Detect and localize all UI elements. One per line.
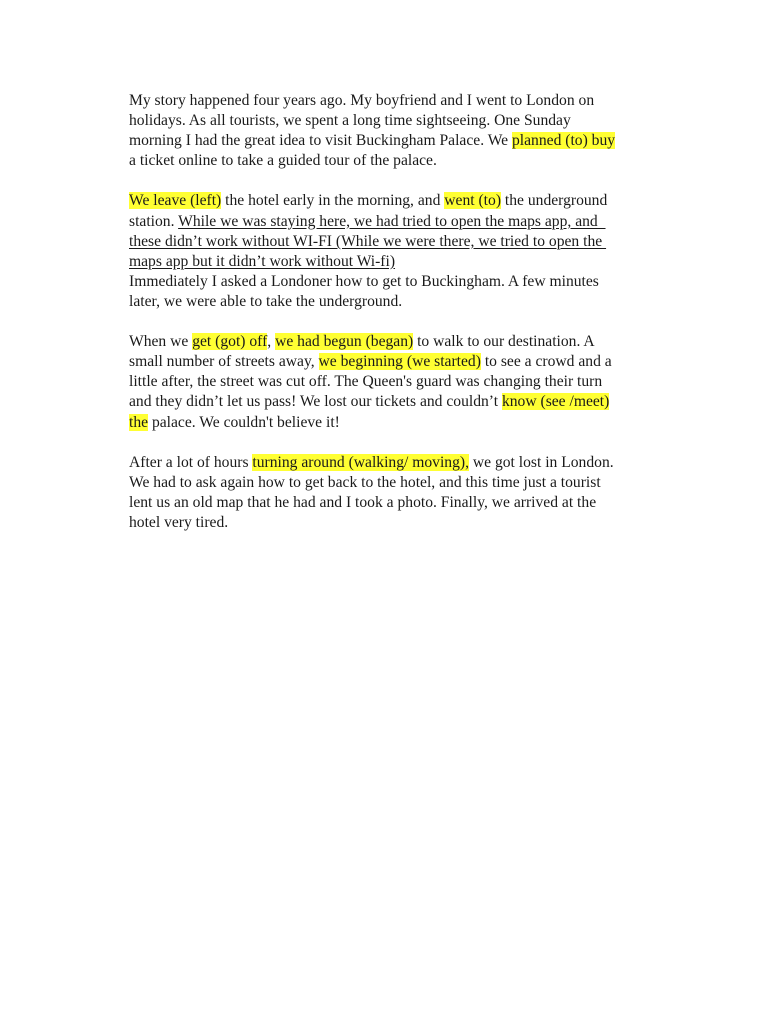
paragraph bbox=[129, 453, 669, 533]
text-line bbox=[129, 332, 669, 352]
paragraph-gap bbox=[129, 312, 669, 332]
text-line bbox=[129, 151, 669, 171]
text-run: later, we were able to take the underground. bbox=[129, 292, 403, 310]
text-line bbox=[129, 493, 669, 513]
text-run: palace. We couldn't believe it! bbox=[148, 413, 340, 431]
highlighted-correction: we had begun (began) bbox=[275, 333, 414, 351]
highlighted-correction: turning around (walking/ moving), bbox=[252, 453, 469, 471]
text-run: the underground bbox=[501, 192, 608, 210]
underlined-correction: maps app but it didn’t work without Wi-fi) bbox=[129, 252, 396, 270]
text-line bbox=[129, 212, 669, 232]
text-run: the hotel early in the morning, and bbox=[221, 192, 445, 210]
text-run: , bbox=[267, 333, 276, 351]
text-line bbox=[129, 272, 669, 292]
paragraph bbox=[129, 332, 669, 432]
text-line bbox=[129, 252, 669, 272]
text-run: morning I had the great idea to visit Buckingham Palace. We bbox=[129, 132, 512, 150]
text-run: After a lot of hours bbox=[129, 453, 253, 471]
text-line bbox=[129, 473, 669, 493]
text-run: we got lost in London. bbox=[468, 453, 614, 471]
text-run: a ticket online to take a guided tour of the palace. bbox=[129, 152, 437, 170]
text-run: small number of streets away, bbox=[129, 353, 319, 371]
highlighted-correction: know (see /meet) bbox=[501, 393, 610, 411]
text-line bbox=[129, 453, 669, 473]
text-line bbox=[129, 413, 669, 433]
text-run: Immediately I asked a Londoner how to get to Buckingham. A few minutes bbox=[129, 272, 599, 290]
text-run: When we bbox=[129, 333, 193, 351]
text-run: hotel very tired. bbox=[129, 513, 229, 531]
text-run: station. bbox=[129, 212, 179, 230]
text-run: to see a crowd and a bbox=[480, 353, 612, 371]
text-run: to walk to our destination. A bbox=[413, 333, 595, 351]
text-run: little after, the street was cut off. The Queen's guard was changing their turn bbox=[129, 373, 603, 391]
highlighted-correction: planned (to) buy bbox=[512, 132, 616, 150]
highlighted-correction: the bbox=[129, 413, 149, 431]
text-line bbox=[129, 131, 669, 151]
text-run: My story happened four years ago. My boyfriend and I went to London on bbox=[129, 92, 595, 109]
text-line bbox=[129, 111, 669, 131]
text-line bbox=[129, 372, 669, 392]
paragraph bbox=[129, 191, 669, 312]
highlighted-correction: went (to) bbox=[444, 192, 502, 210]
underlined-correction: While we was staying here, we had tried to open the maps app, and bbox=[178, 212, 606, 230]
underlined-correction: these didn’t work without WI-FI (While we were there, we tried to open the bbox=[129, 232, 607, 250]
highlighted-correction: We leave (left) bbox=[129, 192, 222, 210]
text-line bbox=[129, 292, 669, 312]
text-line bbox=[129, 392, 669, 412]
text-line bbox=[129, 232, 669, 252]
paragraph bbox=[129, 91, 669, 171]
document-body bbox=[129, 91, 669, 533]
text-run: holidays. As all tourists, we spent a long time sightseeing. One Sunday bbox=[129, 112, 571, 130]
text-line bbox=[129, 191, 669, 211]
text-line bbox=[129, 513, 669, 533]
text-run: lent us an old map that he had and I took a photo. Finally, we arrived at the bbox=[129, 493, 597, 511]
highlighted-correction: we beginning (we started) bbox=[318, 353, 481, 371]
text-run: and they didn’t let us pass! We lost our tickets and couldn’t bbox=[129, 393, 502, 411]
text-line bbox=[129, 91, 669, 111]
text-run: We had to ask again how to get back to the hotel, and this time just a tourist bbox=[129, 473, 601, 491]
highlighted-correction: get (got) off bbox=[192, 333, 268, 351]
text-line bbox=[129, 352, 669, 372]
paragraph-gap bbox=[129, 171, 669, 191]
paragraph-gap bbox=[129, 433, 669, 453]
